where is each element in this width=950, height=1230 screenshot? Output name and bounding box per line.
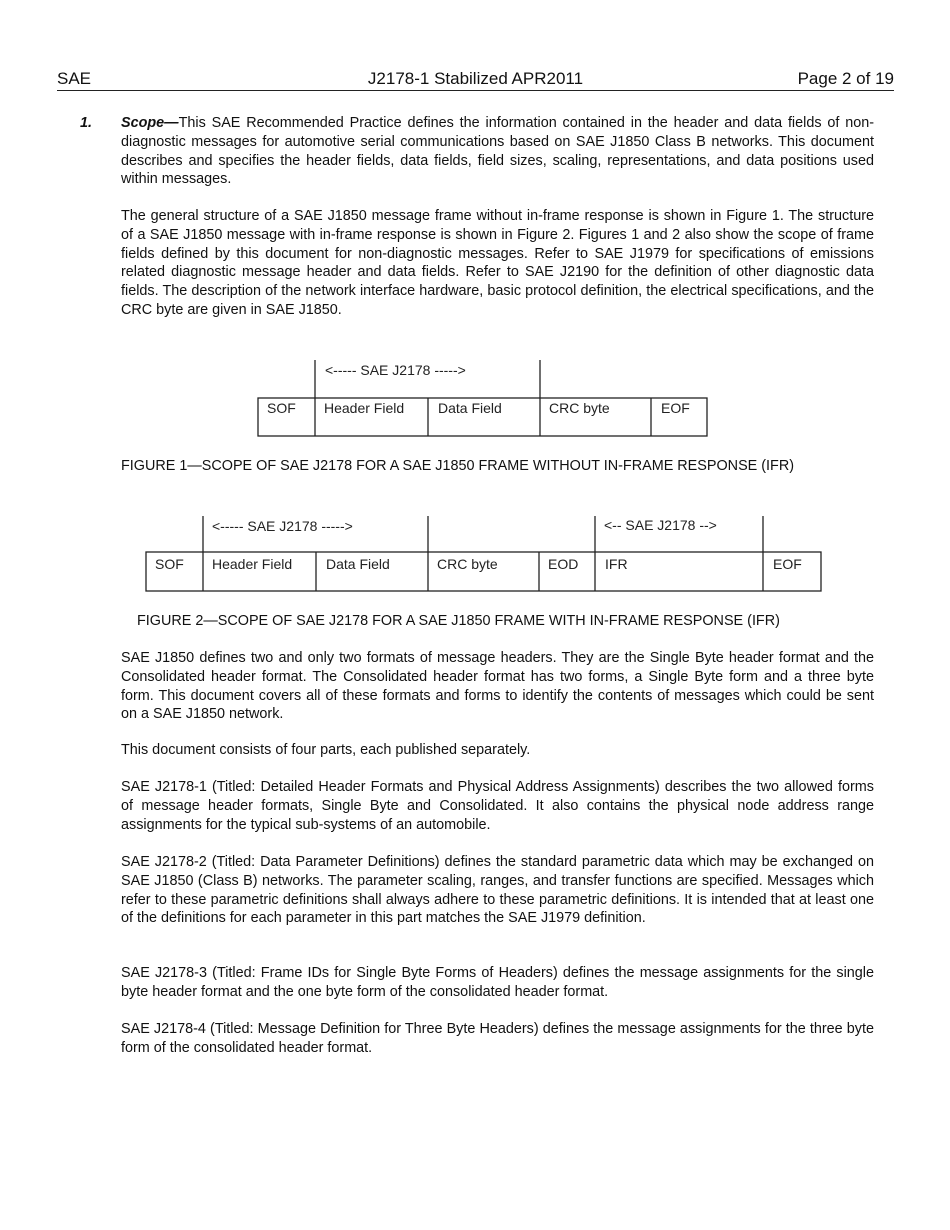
part3-text: SAE J2178-3 (Titled: Frame IDs for Single Byte Forms of Headers) defines the message assignments for the single byte header format and the one byte form of the consolidated header format.: [121, 965, 874, 1000]
figure-1-cell-data-field: Data Field: [438, 400, 502, 416]
part1-text: SAE J2178-1 (Titled: Detailed Header Formats and Physical Address Assignments) describes the two allowed forms of message header formats, Single Byte and Consolidated. It also contains the physical node address range assignments for the typical sub-systems of an automobile.: [121, 779, 874, 833]
figure-1-diagram: [257, 358, 709, 438]
part2-paragraph: [121, 853, 874, 928]
scope-intro-text: This SAE Recommended Practice defines the information contained in the header and data fields of non-diagnostic messages for automotive serial communications based on SAE J1850 Class B networks. This document describes and specifies the header fields, data fields, field sizes, scaling, representations, and data positions used within messages.: [121, 115, 874, 188]
part4-paragraph: [121, 1020, 874, 1058]
parts-paragraph: [121, 741, 874, 760]
section-number: 1.: [80, 115, 93, 131]
formats-paragraph: [121, 649, 874, 724]
section-title: Scope—: [121, 115, 179, 131]
figure-2-cell-eod: EOD: [548, 556, 579, 572]
part4-text: SAE J2178-4 (Titled: Message Definition for Three Byte Headers) defines the message assignments for the three byte form of the consolidated header format.: [121, 1021, 874, 1056]
figure-2-cell-sof: SOF: [155, 556, 184, 572]
part2-text: SAE J2178-2 (Titled: Data Parameter Definitions) defines the standard parametric data which may be exchanged on SAE J1850 (Class B) networks. The parameter scaling, ranges, and transfer functions are specified. Messages which refer to these parametric definitions shall always adhere to these parametric definitions. It is intended that at least one of the definitions for each parameter in this part matches the SAE J1979 definition.: [121, 854, 874, 927]
figure-1-cell-sof: SOF: [267, 400, 296, 416]
formats-text: SAE J1850 defines two and only two formats of message headers. They are the Single Byte header format and the Consolidated header format. The Consolidated header format has two forms, a Single Byte form and a three byte form. This document covers all of these formats and forms to identify the contents of messages which could be sent on a SAE J1850 network.: [121, 650, 874, 723]
figure-2-cell-header-field: Header Field: [212, 556, 293, 572]
figure-2-ifr-scope-label: <-- SAE J2178 -->: [604, 517, 717, 533]
header-doc-id: J2178-1 Stabilized APR2011: [367, 69, 584, 88]
header-org: SAE: [57, 69, 92, 88]
figure-1-caption: FIGURE 1—SCOPE OF SAE J2178 FOR A SAE J1850 FRAME WITHOUT IN-FRAME RESPONSE (IFR): [121, 458, 795, 474]
figure-2-caption: FIGURE 2—SCOPE OF SAE J2178 FOR A SAE J1850 FRAME WITH IN-FRAME RESPONSE (IFR): [137, 613, 780, 629]
figure-1-scope-label: <----- SAE J2178 ----->: [325, 362, 466, 378]
figure-2-cell-data-field: Data Field: [326, 556, 390, 572]
structure-text: The general structure of a SAE J1850 message frame without in-frame response is shown in Figure 1. The structure of a SAE J1850 message with in-frame response is shown in Figure 2. Figures 1 and 2 also show the scope of frame fields defined by this document for non-diagnostic messages. Refer to SAE J1979 for specifications of emissions related diagnostic message header and data fields. Refer to SAE J2190 for the definition of other diagnostic data fields. The description of the network interface hardware, basic protocol definition, the electrical specifications, and the CRC byte are given in SAE J1850.: [121, 208, 874, 318]
figure-2-scope-label: <----- SAE J2178 ----->: [212, 518, 353, 534]
figure-2-cell-eof: EOF: [773, 556, 802, 572]
figure-2-cell-ifr: IFR: [605, 556, 628, 572]
header-page-number: Page 2 of 19: [797, 69, 894, 88]
scope-paragraph: [121, 114, 874, 189]
figure-2-cell-crc-byte: CRC byte: [437, 556, 498, 572]
part1-paragraph: [121, 778, 874, 834]
figure-1-cell-crc-byte: CRC byte: [549, 400, 610, 416]
structure-paragraph: [121, 207, 874, 320]
figure-1-cell-eof: EOF: [661, 400, 690, 416]
part3-paragraph: [121, 964, 874, 1002]
parts-text: This document consists of four parts, each published separately.: [121, 742, 531, 758]
figure-2-diagram: [145, 514, 823, 594]
page-header: [57, 68, 894, 91]
figure-1-cell-header-field: Header Field: [324, 400, 405, 416]
